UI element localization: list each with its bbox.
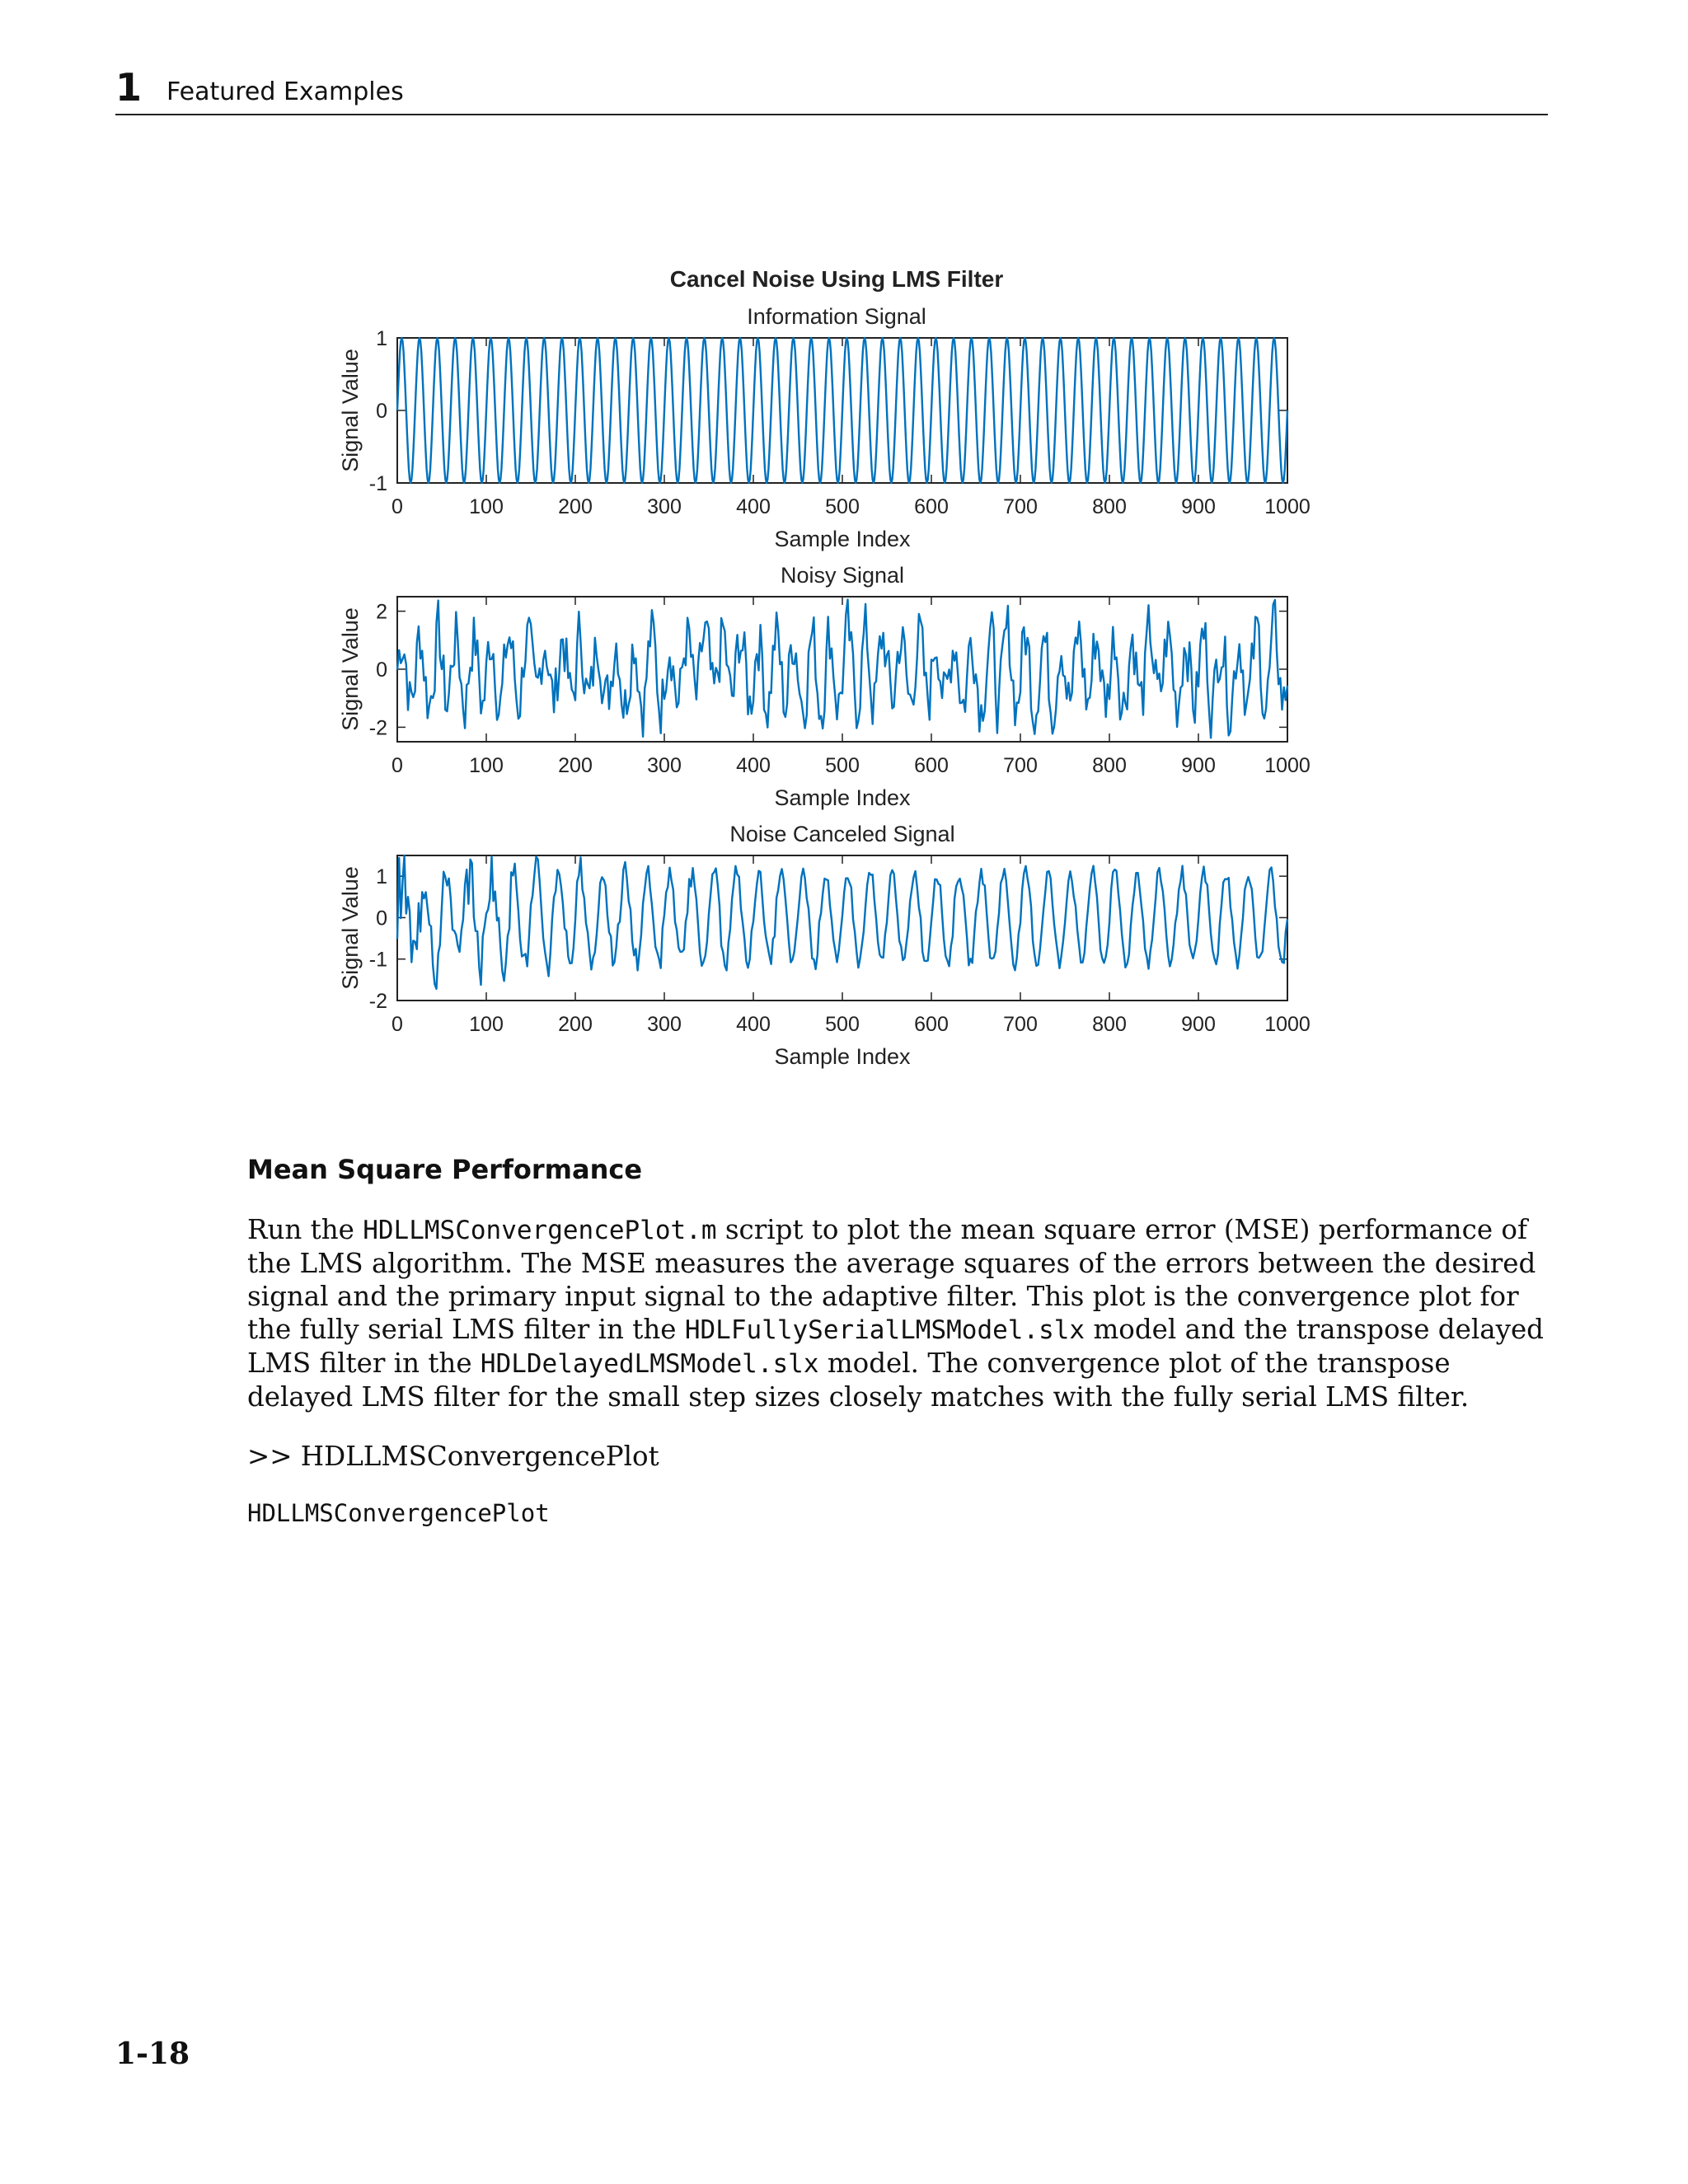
code-delayed-model: HDLDelayedLMSModel.slx [480, 1349, 819, 1379]
panel-3-xtick-label: 300 [647, 1013, 682, 1036]
panel-2-xtick-label: 800 [1092, 754, 1127, 777]
panel-2-xlabel: Sample Index [774, 785, 911, 810]
panel-3-xlabel: Sample Index [774, 1044, 911, 1069]
para-text-1: Run the [247, 1214, 363, 1245]
panel-3-xtick-label: 400 [736, 1013, 771, 1036]
panel-2-title: Noisy Signal [780, 563, 905, 588]
code-output: HDLLMSConvergencePlot [247, 1499, 550, 1527]
panel-2-xtick-label: 300 [647, 754, 682, 777]
para-text-2: script to plot the mean square error (MSE) performance of the LMS algorithm. The MSE measures the average squares of the errors between the desired signal and the primary input signal to the adaptive filter. This plot is the convergence plot for the fully serial LMS filter in the [247, 1214, 1536, 1345]
panel-1-ylabel: Signal Value [338, 349, 363, 472]
section-title: Mean Square Performance [247, 1154, 643, 1185]
panel-1-xtick-label: 900 [1181, 495, 1216, 518]
code-serial-model: HDLFullySerialLMSModel.slx [684, 1315, 1085, 1345]
panel-1-xtick-label: 1000 [1264, 495, 1311, 518]
panel-1-subtitle: Information Signal [747, 304, 926, 329]
panel-information-signal [338, 304, 1311, 551]
panel-1-xtick-label: 700 [1003, 495, 1038, 518]
panel-3-xtick-label: 100 [469, 1013, 504, 1036]
panel-1-ytick-label: 1 [376, 327, 387, 350]
panel-3-xtick-label: 600 [914, 1013, 949, 1036]
panel-2-xtick-label: 1000 [1264, 754, 1311, 777]
panel-3-xtick-label: 700 [1003, 1013, 1038, 1036]
panel-2-xtick-label: 700 [1003, 754, 1038, 777]
panel-3-ytick-label: 0 [376, 907, 387, 930]
page-header [115, 64, 1548, 115]
panel-2-ylabel: Signal Value [338, 607, 363, 731]
panel-2-xtick-label: 0 [392, 754, 403, 777]
panel-1-ytick-label: -1 [368, 472, 387, 495]
panel-noise-canceled-signal [338, 822, 1311, 1069]
panel-3-xtick-label: 900 [1181, 1013, 1216, 1036]
panel-1-xtick-label: 100 [469, 495, 504, 518]
para-text-4: model. The convergence plot of the transpose delayed LMS filter for the small step sizes closely matches with the fully serial LMS filter. [247, 1347, 1470, 1413]
panel-1-xlabel: Sample Index [774, 527, 911, 551]
panel-1-xtick-label: 400 [736, 495, 771, 518]
panel-2-ytick-label: 2 [376, 600, 387, 624]
panel-1-xtick-label: 500 [825, 495, 860, 518]
lms-figure [330, 255, 1343, 1088]
panel-3-xtick-label: 1000 [1264, 1013, 1311, 1036]
panel-1-xtick-label: 200 [558, 495, 593, 518]
panel-2-xtick-label: 900 [1181, 754, 1216, 777]
page-number: 1-18 [115, 2036, 190, 2071]
panel-3-ytick-label: 1 [376, 865, 387, 889]
panel-3-xtick-label: 200 [558, 1013, 593, 1036]
lms-figure-svg [330, 255, 1343, 1088]
panel-3-ytick-label: -1 [368, 948, 387, 972]
chapter-number: 1 [115, 65, 143, 110]
panel-1-xtick-label: 800 [1092, 495, 1127, 518]
panel-3-ylabel: Signal Value [338, 866, 363, 990]
panel-1-ytick-label: 0 [376, 400, 387, 423]
panel-3-xtick-label: 800 [1092, 1013, 1127, 1036]
panel-2-xtick-label: 500 [825, 754, 860, 777]
body-paragraph [247, 1213, 1550, 1413]
panel-1-xtick-label: 0 [392, 495, 403, 518]
panel-3-xtick-label: 0 [392, 1013, 403, 1036]
panel-3-title: Noise Canceled Signal [729, 822, 955, 846]
panel-2-xtick-label: 600 [914, 754, 949, 777]
para-text-3: model and the transpose delayed LMS filter in the [247, 1314, 1544, 1379]
panel-1-xtick-label: 300 [647, 495, 682, 518]
panel-2-ytick-label: 0 [376, 658, 387, 682]
panel-3-ytick-label: -2 [368, 990, 387, 1013]
chapter-title: Featured Examples [166, 77, 404, 106]
panel-2-ytick-label: -2 [368, 716, 387, 740]
panel-2-xtick-label: 400 [736, 754, 771, 777]
code-script-name: HDLLMSConvergencePlot.m [363, 1216, 717, 1245]
panel-2-xtick-label: 200 [558, 754, 593, 777]
panel-2-xtick-label: 100 [469, 754, 504, 777]
panel-1-xtick-label: 600 [914, 495, 949, 518]
command-line: >> HDLLMSConvergencePlot [247, 1441, 659, 1472]
panel-3-xtick-label: 500 [825, 1013, 860, 1036]
panel-noisy-signal [338, 563, 1311, 810]
figure-title: Cancel Noise Using LMS Filter [669, 266, 1004, 292]
